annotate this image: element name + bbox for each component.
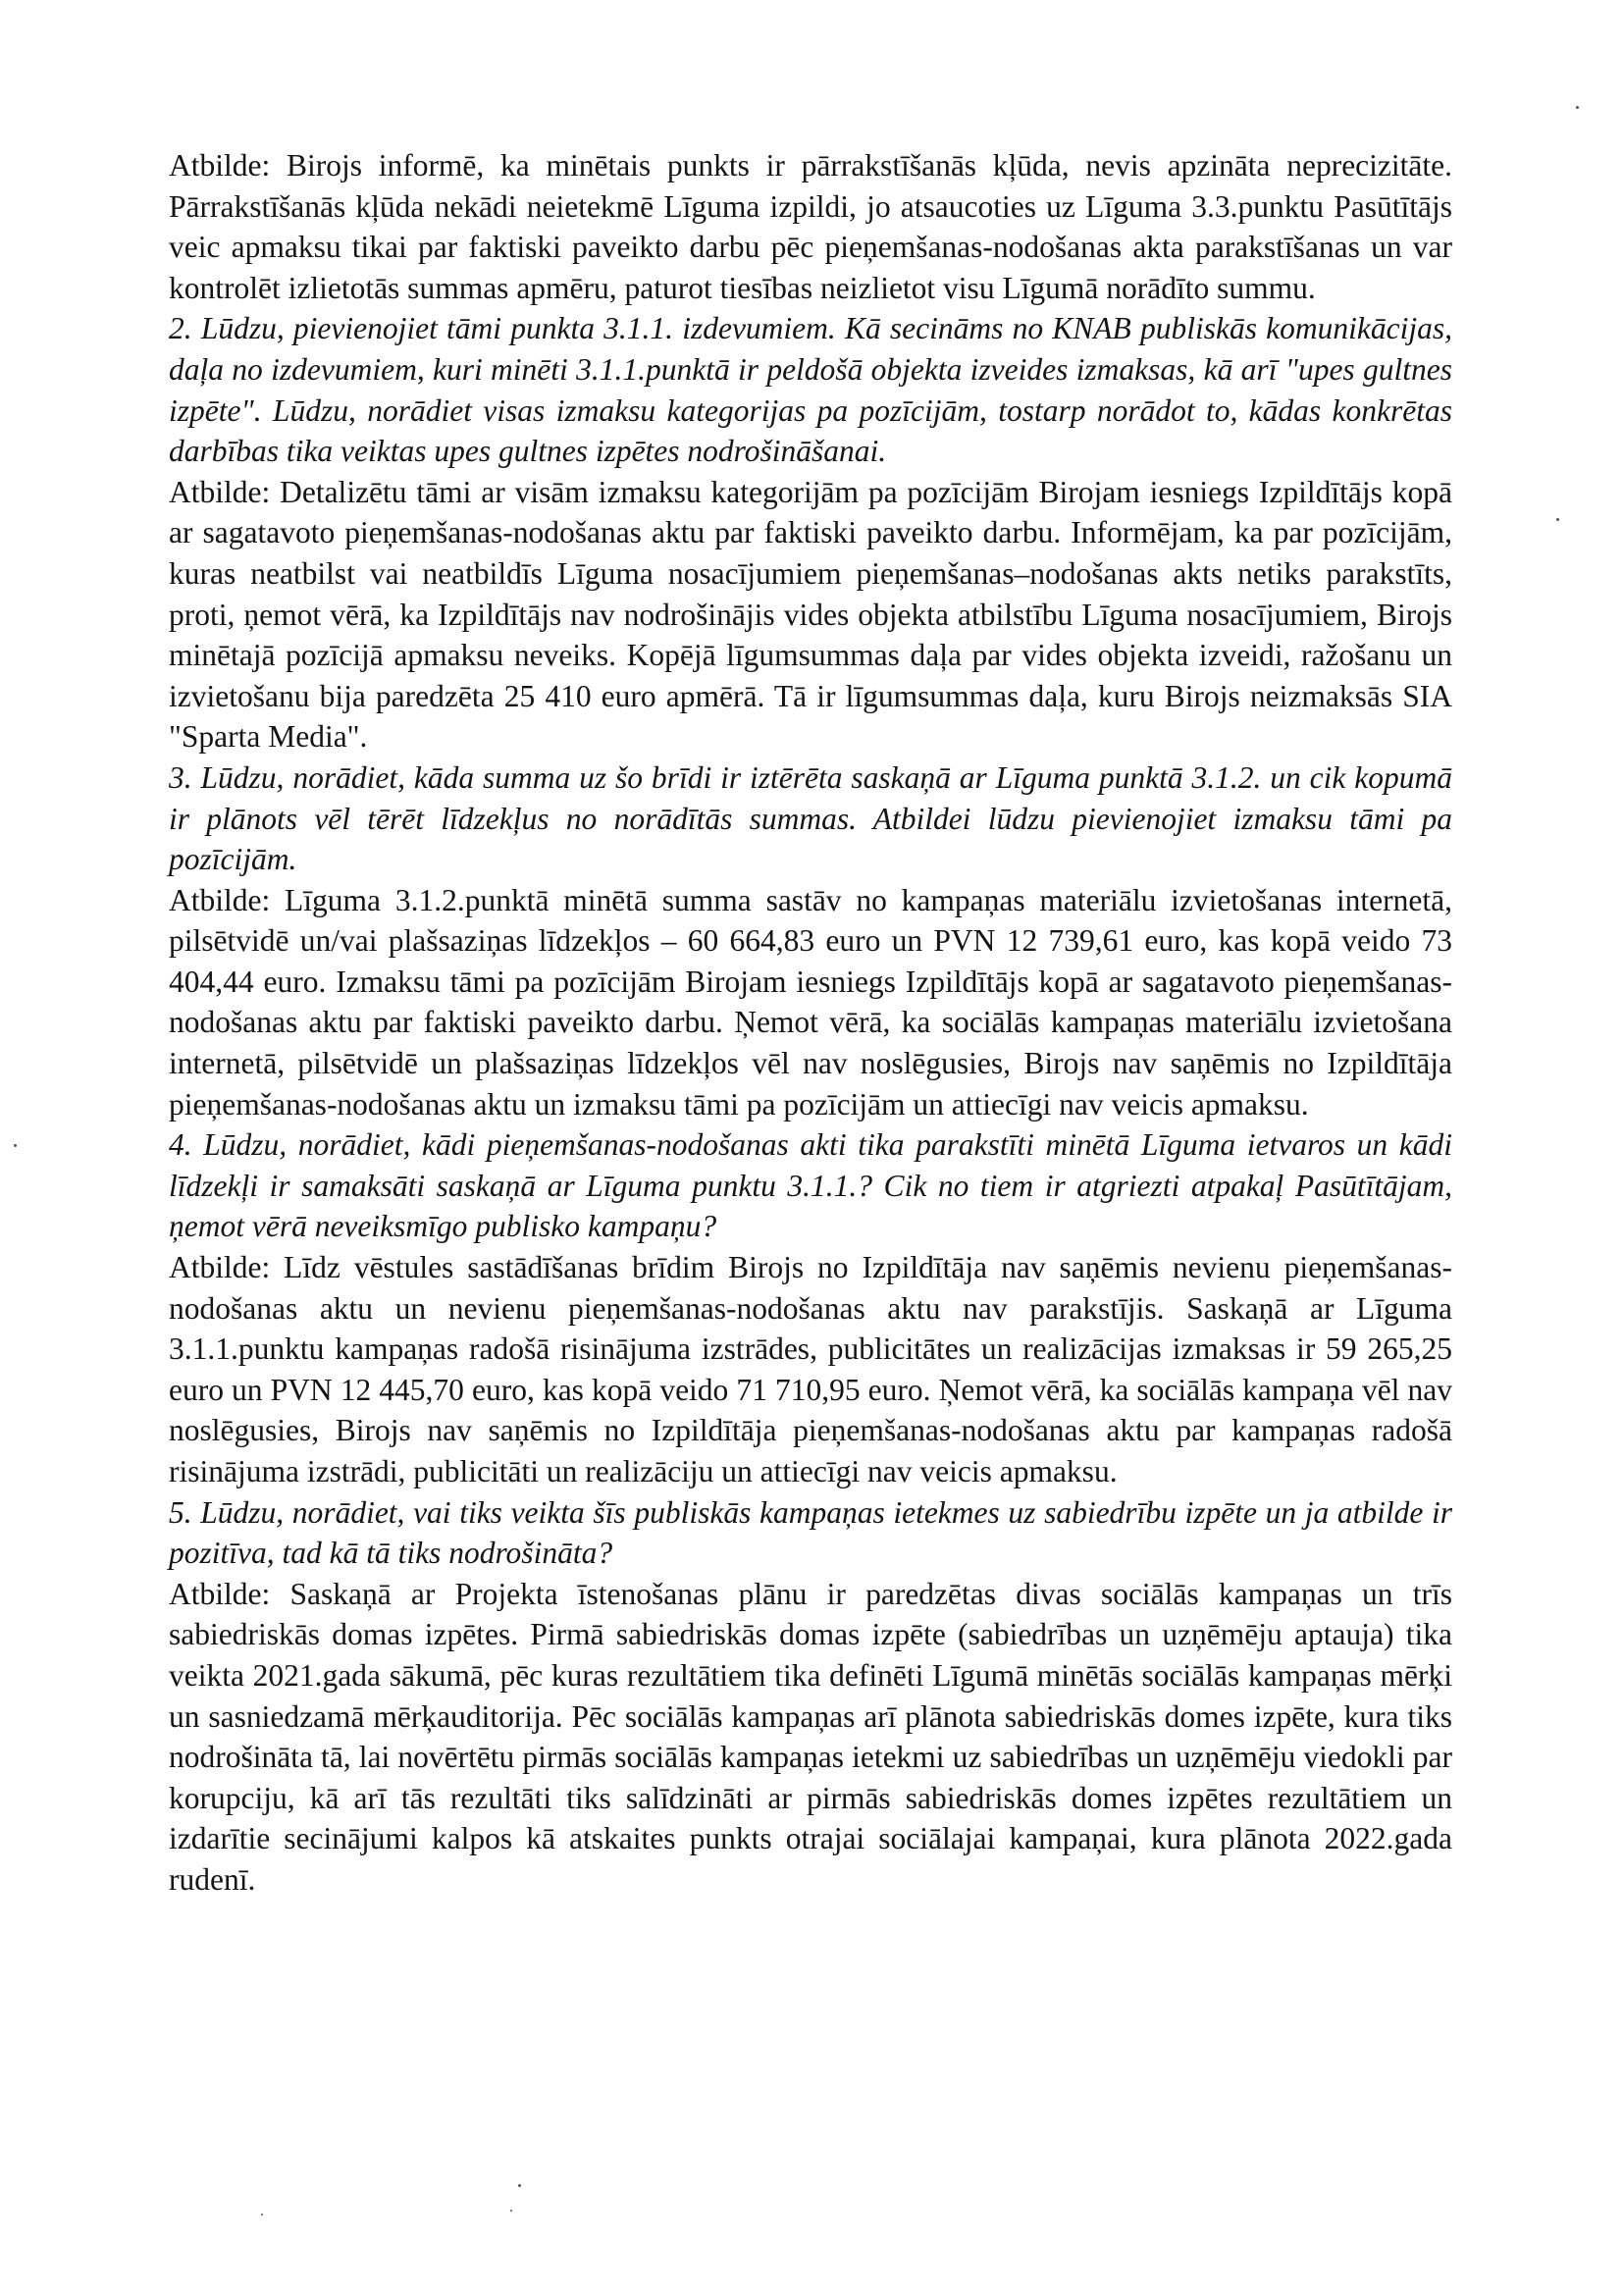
question-3: 3. Lūdzu, norādiet, kāda summa uz šo brīdi ir iztērēta saskaņā ar Līguma punktā 3.1.2. un cik kopumā ir plānots vēl tērēt līdzekļus no norādītās summas. Atbildei lūdzu pievienojiet izmaksu tāmi pa pozīcijām. <box>169 759 1452 877</box>
scan-speck <box>518 2184 521 2187</box>
scan-speck <box>510 2210 512 2212</box>
scan-speck <box>14 1144 17 1147</box>
answer-3: Atbilde: Līguma 3.1.2.punktā minētā summa sastāv no kampaņas materiālu izvietošanas internetā, pilsētvidē un/vai plašsaziņas līdzekļos – 60 664,83 euro un PVN 12 739,61 euro, kas kopā veido 73 404,44 euro. Izmaksu tāmi pa pozīcijām Birojam iesniegs Izpildītājs kopā ar sagatavoto pieņemšanas-nodošanas aktu par faktiski paveikto darbu. Ņemot vērā, ka sociālās kampaņas materiālu izvietošana internetā, pilsētvidē un plašsaziņas līdzekļos vēl nav noslēgusies, Birojs nav saņēmis no Izpildītāja pieņemšanas-nodošanas aktu un izmaksu tāmi pa pozīcijām un attiecīgi nav veicis apmaksu. <box>169 882 1452 1122</box>
question-2: 2. Lūdzu, pievienojiet tāmi punkta 3.1.1. izdevumiem. Kā secināms no KNAB publiskās komunikācijas, daļa no izdevumiem, kuri minēti 3.1.1.punktā ir peldošā objekta izveides izmaksas, kā arī "upes gultnes izpēte". Lūdzu, norādiet visas izmaksu kategorijas pa pozīcijām, tostarp norādot to, kādas konkrētas darbības tika veiktas upes gultnes izpētes nodrošināšanai. <box>169 311 1452 469</box>
letter-body <box>169 145 1452 1901</box>
scan-speck <box>1576 106 1579 109</box>
scan-speck <box>261 2214 263 2216</box>
question-4: 4. Lūdzu, norādiet, kādi pieņemšanas-nodošanas akti tika parakstīti minētā Līguma ietvaros un kādi līdzekļi ir samaksāti saskaņā ar Līguma punktu 3.1.1.? Cik no tiem ir atgriezti atpakaļ Pasūtītājam, ņemot vērā neveiksmīgo publisko kampaņu? <box>169 1127 1452 1244</box>
answer-5: Atbilde: Saskaņā ar Projekta īstenošanas plānu ir paredzētas divas sociālās kampaņas un trīs sabiedriskās domas izpētes. Pirmā sabiedriskās domas izpēte (sabiedrības un uzņēmēju aptauja) tika veikta 2021.gada sākumā, pēc kuras rezultātiem tika definēti Līgumā minētās sociālās kampaņas mērķi un sasniedzamā mērķauditorija. Pēc sociālās kampaņas arī plānota sabiedriskās domes izpēte, kura tiks nodrošināta tā, lai novērtētu pirmās sociālās kampaņas ietekmi uz sabiedrības un uzņēmēju viedokli par korupciju, kā arī tās rezultāti tiks salīdzināti ar pirmās sabiedriskās domes izpētes rezultātiem un izdarītie secinājumi kalpos kā atskaites punkts otrajai sociālajai kampaņai, kura plānota 2022.gada rudenī. <box>169 1576 1452 1897</box>
answer-4: Atbilde: Līdz vēstules sastādīšanas brīdim Birojs no Izpildītāja nav saņēmis nevienu pieņemšanas-nodošanas aktu un nevienu pieņemšanas-nodošanas aktu nav parakstījis. Saskaņā ar Līguma 3.1.1.punktu kampaņas radošā risinājuma izstrādes, publicitātes un realizācijas izmaksas ir 59 265,25 euro un PVN 12 445,70 euro, kas kopā veido 71 710,95 euro. Ņemot vērā, ka sociālās kampaņa vēl nav noslēgusies, Birojs nav saņēmis no Izpildītāja pieņemšanas-nodošanas aktu par kampaņas radošā risinājuma izstrādi, publicitāti un realizāciju un attiecīgi nav veicis apmaksu. <box>169 1250 1452 1488</box>
scan-speck <box>1556 518 1559 521</box>
question-5: 5. Lūdzu, norādiet, vai tiks veikta šīs publiskās kampaņas ietekmes uz sabiedrību izpēte un ja atbilde ir pozitīva, tad kā tā tiks nodrošināta? <box>169 1494 1452 1571</box>
answer-paragraph-1: Atbilde: Birojs informē, ka minētais punkts ir pārrakstīšanās kļūda, nevis apzināta neprecizitāte. Pārrakstīšanās kļūda nekādi neietekmē Līguma izpildi, jo atsaucoties uz Līguma 3.3.punktu Pasūtītājs veic apmaksu tikai par faktiski paveikto darbu pēc pieņemšanas-nodošanas akta parakstīšanas un var kontrolēt izlietotās summas apmēru, paturot tiesības neizlietot visu Līgumā norādīto summu. <box>169 148 1452 305</box>
answer-2: Atbilde: Detalizētu tāmi ar visām izmaksu kategorijām pa pozīcijām Birojam iesniegs Izpildītājs kopā ar sagatavoto pieņemšanas-nodošanas aktu par faktiski paveikto darbu. Informējam, ka par pozīcijām, kuras neatbilst vai neatbildīs Līguma nosacījumiem pieņemšanas–nodošanas akts netiks parakstīts, proti, ņemot vērā, ka Izpildītājs nav nodrošinājis vides objekta atbilstību Līguma nosacījumiem, Birojs minētajā pozīcijā apmaksu neveiks. Kopējā līgumsummas daļa par vides objekta izveidi, ražošanu un izvietošanu bija paredzēta 25 410 euro apmērā. Tā ir līgumsummas daļa, kuru Birojs neizmaksās SIA "Sparta Media". <box>169 474 1452 755</box>
